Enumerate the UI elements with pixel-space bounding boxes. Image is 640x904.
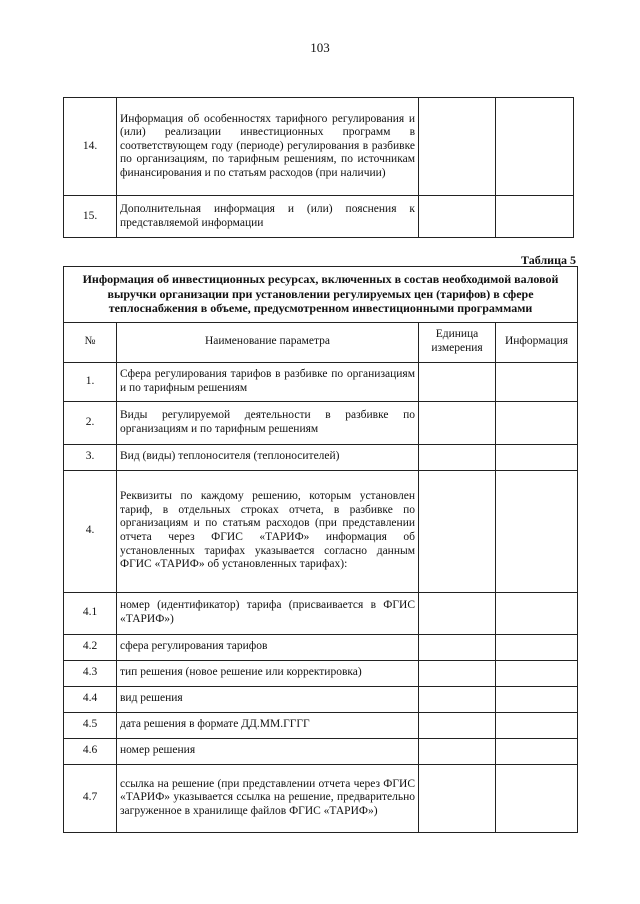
unit-cell bbox=[419, 401, 496, 444]
row-number: 1. bbox=[64, 362, 117, 401]
row-number: 4. bbox=[64, 470, 117, 592]
row-number: 4.4 bbox=[64, 686, 117, 712]
info-cell bbox=[496, 196, 574, 238]
info-cell bbox=[496, 401, 578, 444]
info-cell bbox=[496, 470, 578, 592]
parameter-name: номер (идентификатор) тарифа (присваивается в ФГИС «ТАРИФ») bbox=[117, 592, 419, 634]
parameter-name: Сфера регулирования тарифов в разбивке по организациям и по тарифным решениям bbox=[117, 362, 419, 401]
parameter-name: тип решения (новое решение или корректировка) bbox=[117, 660, 419, 686]
info-cell bbox=[496, 444, 578, 470]
unit-cell bbox=[419, 764, 496, 832]
unit-cell bbox=[419, 196, 496, 238]
table-row bbox=[64, 98, 574, 196]
table-row bbox=[64, 362, 578, 401]
header-unit: Единица измерения bbox=[419, 322, 496, 362]
continued-table bbox=[63, 97, 574, 238]
unit-cell bbox=[419, 686, 496, 712]
parameter-name: сфера регулирования тарифов bbox=[117, 634, 419, 660]
parameter-name: ссылка на решение (при представлении отчета через ФГИС «ТАРИФ» указывается ссылка на решение, предварительно загруженное в хранилище файлов ФГИС «ТАРИФ») bbox=[117, 764, 419, 832]
info-cell bbox=[496, 592, 578, 634]
parameter-name: Виды регулируемой деятельности в разбивке по организациям и по тарифным решениям bbox=[117, 401, 419, 444]
unit-cell bbox=[419, 738, 496, 764]
table-label: Таблица 5 bbox=[521, 253, 576, 267]
info-cell bbox=[496, 712, 578, 738]
parameter-name: номер решения bbox=[117, 738, 419, 764]
unit-cell bbox=[419, 592, 496, 634]
row-number: 4.5 bbox=[64, 712, 117, 738]
unit-cell bbox=[419, 444, 496, 470]
info-cell bbox=[496, 98, 574, 196]
parameter-name: Дополнительная информация и (или) пояснения к представляемой информации bbox=[117, 196, 419, 238]
page-number: 103 bbox=[310, 40, 330, 55]
unit-cell bbox=[419, 660, 496, 686]
table-5 bbox=[63, 266, 578, 833]
table-row bbox=[64, 470, 578, 592]
parameter-name: Информация об особенностях тарифного регулирования и (или) реализации инвестиционных программ в соответствующем году (периоде) регулирования в разбивке по организациям, по тарифным решениям, по источникам финансирования и по статьям расходов (при наличии) bbox=[117, 98, 419, 196]
table-row bbox=[64, 592, 578, 634]
row-number: 4.2 bbox=[64, 634, 117, 660]
info-cell bbox=[496, 634, 578, 660]
table-row bbox=[64, 660, 578, 686]
row-number: 4.3 bbox=[64, 660, 117, 686]
table-row bbox=[64, 738, 578, 764]
table-row bbox=[64, 712, 578, 738]
row-number: 4.1 bbox=[64, 592, 117, 634]
info-cell bbox=[496, 686, 578, 712]
row-number: 15. bbox=[64, 196, 117, 238]
row-number: 14. bbox=[64, 98, 117, 196]
table-row bbox=[64, 401, 578, 444]
info-cell bbox=[496, 764, 578, 832]
table-row bbox=[64, 196, 574, 238]
parameter-name: вид решения bbox=[117, 686, 419, 712]
unit-cell bbox=[419, 470, 496, 592]
table-row bbox=[64, 764, 578, 832]
unit-cell bbox=[419, 634, 496, 660]
table-caption: Информация об инвестиционных ресурсах, включенных в состав необходимой валовой выручки организации при установлении регулируемых цен (тарифов) в сфере теплоснабжения в объеме, предусмотренном инвестиционными программами bbox=[64, 267, 578, 323]
parameter-name: Реквизиты по каждому решению, которым установлен тариф, в отдельных строках отчета, в разбивке по организациям и по статьям расходов (при представлении отчета через ФГИС «ТАРИФ» информация об установленных тарифах указывается согласно данным ФГИС «ТАРИФ» об установленных тарифах): bbox=[117, 470, 419, 592]
caption-row bbox=[64, 267, 578, 323]
row-number: 4.6 bbox=[64, 738, 117, 764]
header-info: Информация bbox=[496, 322, 578, 362]
unit-cell bbox=[419, 98, 496, 196]
row-number: 2. bbox=[64, 401, 117, 444]
header-row bbox=[64, 322, 578, 362]
unit-cell bbox=[419, 362, 496, 401]
table-row bbox=[64, 444, 578, 470]
row-number: 4.7 bbox=[64, 764, 117, 832]
table-row bbox=[64, 634, 578, 660]
info-cell bbox=[496, 660, 578, 686]
parameter-name: дата решения в формате ДД.ММ.ГГГГ bbox=[117, 712, 419, 738]
header-number: № bbox=[64, 322, 117, 362]
info-cell bbox=[496, 362, 578, 401]
info-cell bbox=[496, 738, 578, 764]
row-number: 3. bbox=[64, 444, 117, 470]
unit-cell bbox=[419, 712, 496, 738]
table-row bbox=[64, 686, 578, 712]
header-name: Наименование параметра bbox=[117, 322, 419, 362]
parameter-name: Вид (виды) теплоносителя (теплоносителей) bbox=[117, 444, 419, 470]
